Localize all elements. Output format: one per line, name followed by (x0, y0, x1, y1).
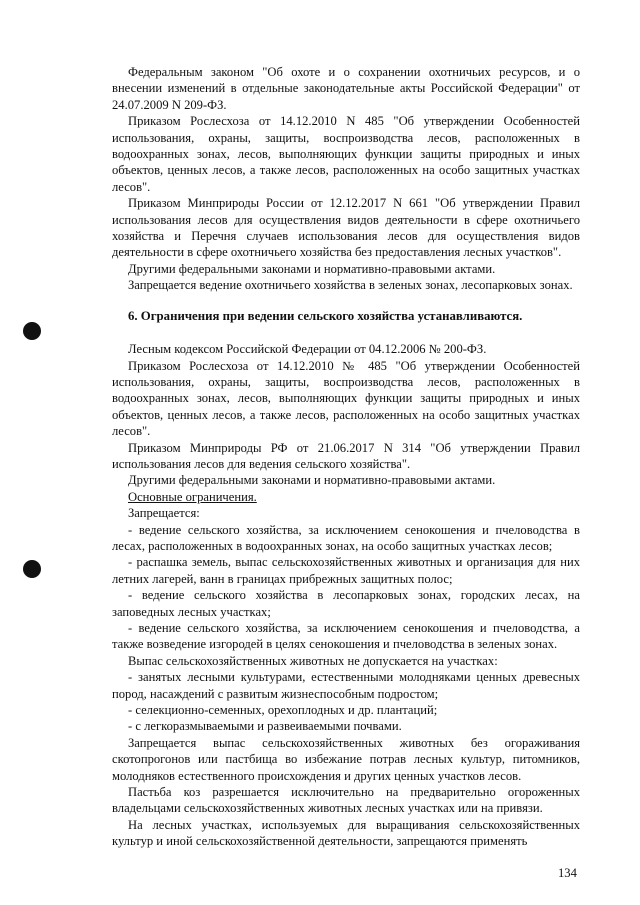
paragraph: Пастьба коз разрешается исключительно на предварительно огороженных владельцами сельскохозяйственных животных лесных участках или на привязи. (112, 785, 580, 816)
paragraph: Приказом Рослесхоза от 14.12.2010 N 485 "Об утверждении Особенностей использования, охраны, защиты, воспроизводства лесов, расположенных в водоохранных зонах, лесов, выполняющих функции защиты природных и иных объектов, ценных лесов, а также лесов, расположенных на особо защитных участках лесов". (112, 114, 580, 194)
binder-hole-top (23, 322, 41, 340)
list-item: - ведение сельского хозяйства, за исключением сенокошения и пчеловодства, а также возведение изгородей в целях сенокошения и пчеловодства в зеленых зонах. (112, 621, 580, 652)
paragraph: Федеральным законом "Об охоте и о сохранении охотничьих ресурсов, и о внесении изменений в отдельные законодательные акты Российской Федерации" от 24.07.2009 N 209-ФЗ. (112, 65, 580, 112)
paragraph: Другими федеральными законами и нормативно-правовыми актами. (128, 261, 496, 276)
paragraph: Выпас сельскохозяйственных животных не допускается на участках: (128, 653, 498, 668)
binder-hole-bottom (23, 560, 41, 578)
paragraph: Запрещается: (128, 506, 200, 521)
paragraph: Приказом Минприроды России от 12.12.2017 N 661 "Об утверждении Правил использования лесов для осуществления видов деятельности в сфере охотничьего хозяйства и Перечня случаев использования лесов для осуществления видов деятельности в сфере охотничьего хозяйства без предоставления лесных участков". (112, 196, 580, 260)
list-item: - занятых лесными культурами, естественными молодняками ценных древесных пород, насаждений с развитым жизнеспособным подростом; (112, 670, 580, 701)
document-body (112, 64, 580, 850)
subheading-underlined (112, 489, 580, 505)
paragraph: Запрещается выпас сельскохозяйственных животных без огораживания скотопрогонов или пастбища во избежание потрав лесных культур, питомников, молодняков естественного происхождения и других ценных участков лесов. (112, 735, 580, 783)
underlined-text: Основные ограничения. (128, 489, 257, 504)
paragraph: Приказом Минприроды РФ от 21.06.2017 N 314 "Об утверждении Правил использования лесов для ведения сельского хозяйства". (112, 440, 580, 471)
list-item: - селекционно-семенных, орехоплодных и др. плантаций; (128, 703, 438, 718)
page-number: 134 (558, 866, 577, 880)
paragraph: Лесным кодексом Российской Федерации от 04.12.2006 № 200-ФЗ. (128, 342, 487, 357)
list-item: - ведение сельского хозяйства, за исключением сенокошения и пчеловодства в лесах, расположенных в водоохранных зонах, на особо защитных участках лесов; (112, 522, 580, 553)
section-heading: 6. Ограничения при ведении сельского хозяйства устанавливаются. (128, 308, 523, 323)
list-item: - с легкоразмываемыми и развеиваемыми почвами. (128, 719, 402, 734)
paragraph: Приказом Рослесхоза от 14.12.2010 № 485 "Об утверждении Особенностей использования, охраны, защиты, воспроизводства лесов, расположенных в водоохранных зонах, лесов, выполняющих функции защиты природных и иных объектов, ценных лесов, а также лесов, расположенных на особо защитных участках лесов". (112, 358, 580, 439)
paragraph: Другими федеральными законами и нормативно-правовыми актами. (128, 473, 496, 488)
paragraph: На лесных участках, используемых для выращивания сельскохозяйственных культур и иной сельскохозяйственной деятельности, запрещаются применять (112, 817, 580, 849)
paragraph: Запрещается ведение охотничьего хозяйства в зеленых зонах, лесопарковых зонах. (128, 278, 573, 293)
list-item: - ведение сельского хозяйства в лесопарковых зонах, городских лесах, на заповедных лесных участках; (112, 588, 580, 619)
list-item: - распашка земель, выпас сельскохозяйственных животных и организация для них летних лагерей, ванн в границах прибрежных защитных полос; (112, 555, 580, 586)
